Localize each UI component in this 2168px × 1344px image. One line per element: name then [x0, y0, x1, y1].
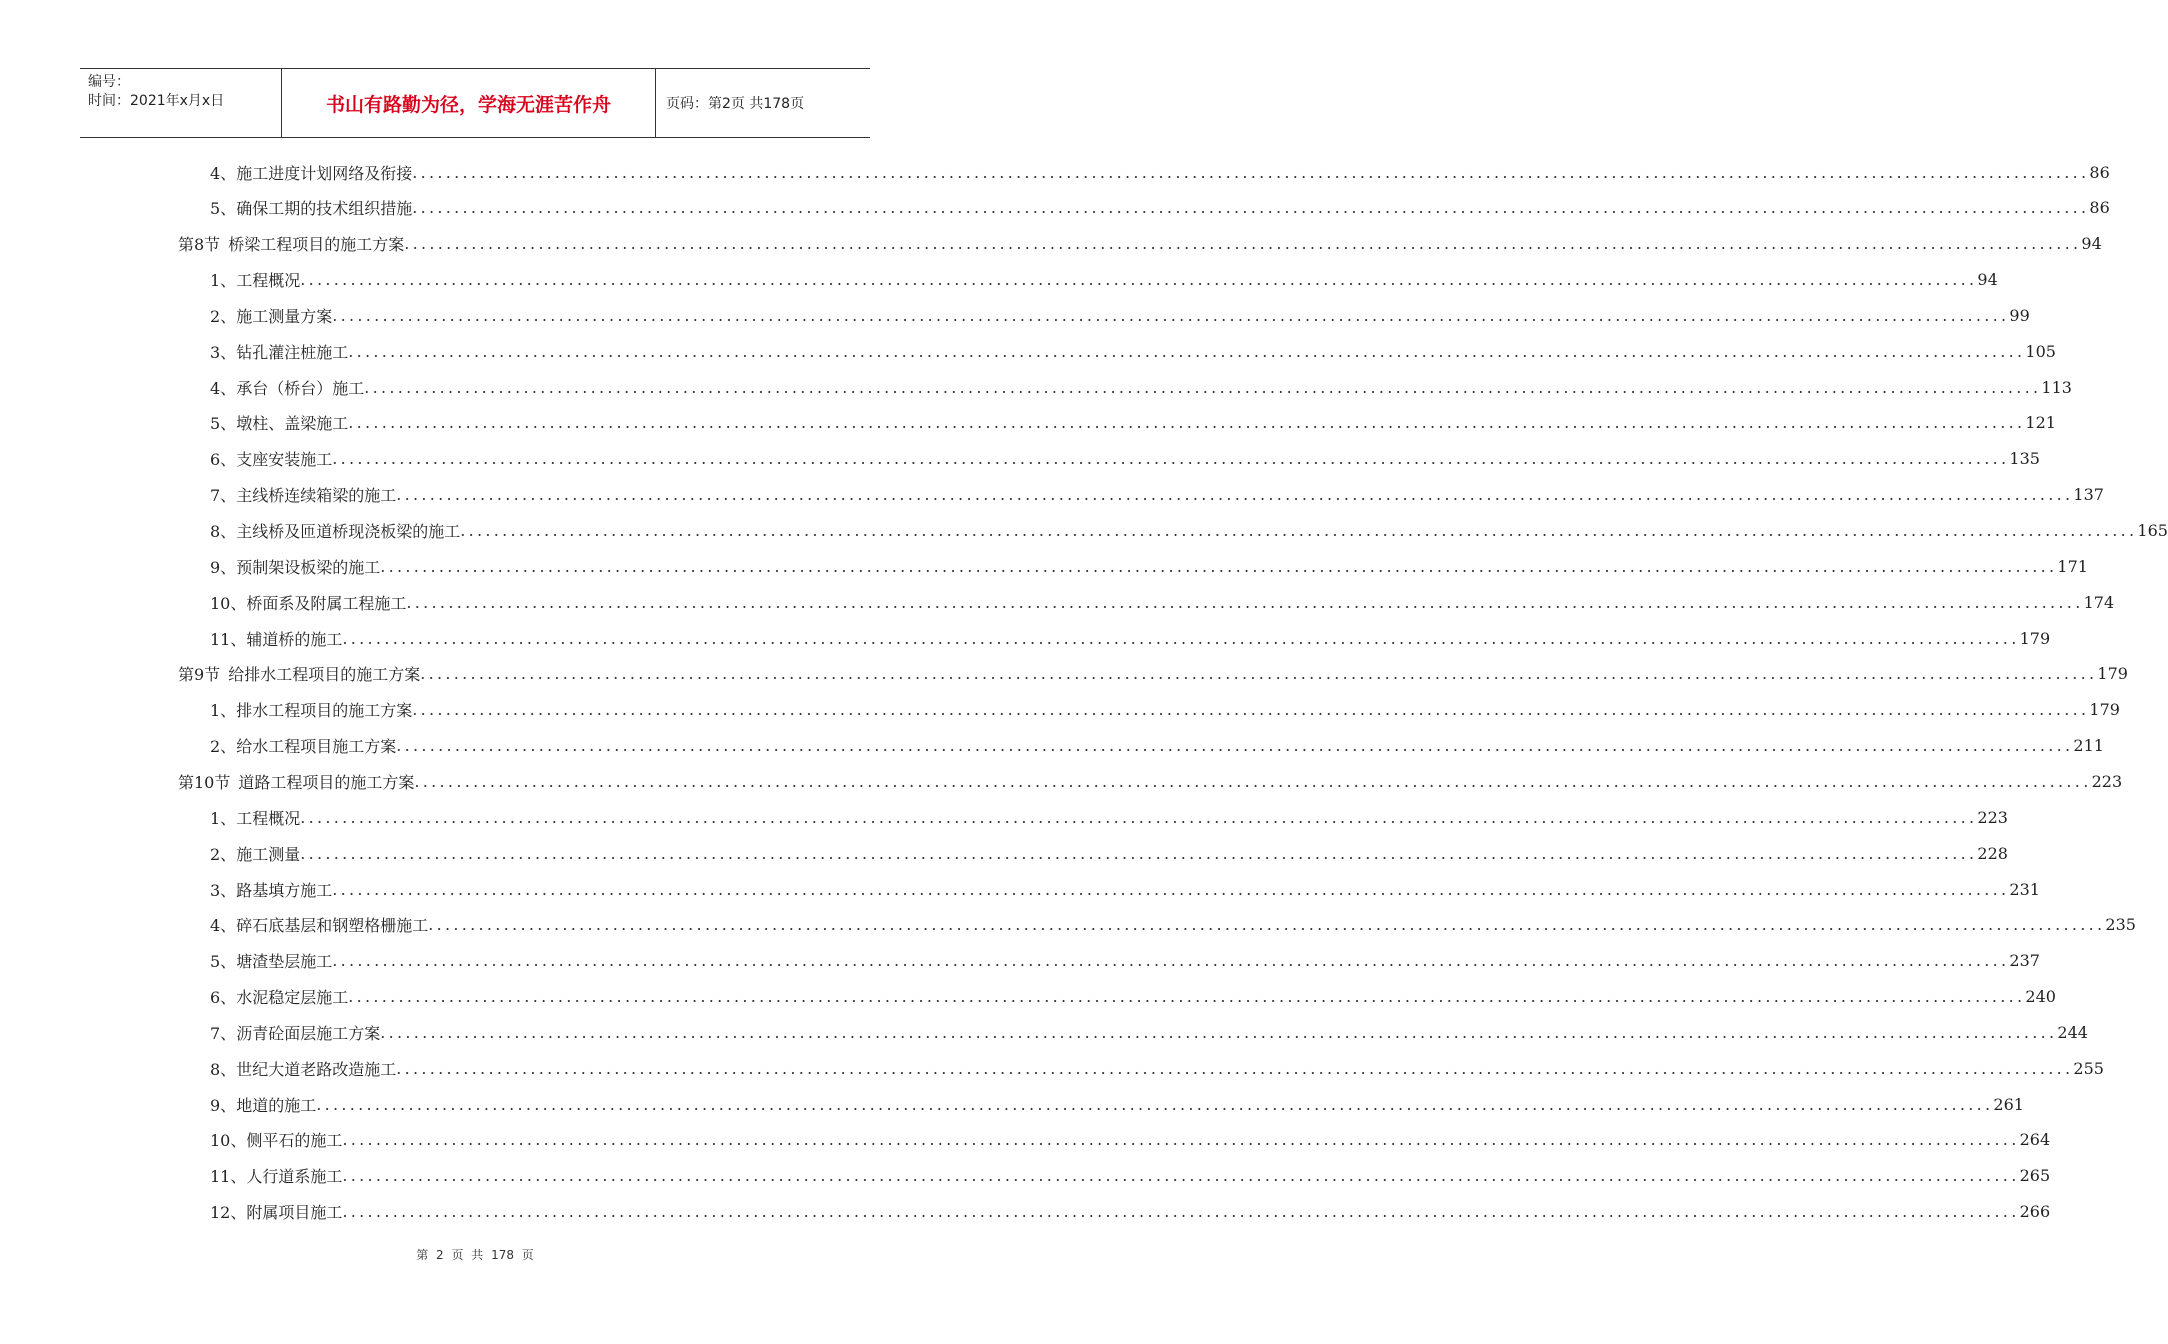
toc-entry-number: 11、 [210, 1167, 247, 1187]
header-page-info: 页码：第2页 共178页 [666, 96, 805, 112]
toc-dot-leader: ........................................................................................................................................................................................................ [380, 1022, 2058, 1042]
toc-dot-leader: ........................................................................................................................................................................................................ [412, 198, 2090, 218]
toc-dot-leader: ........................................................................................................................................................................................................ [404, 234, 2082, 254]
toc-entry[interactable] [210, 1164, 2051, 1188]
toc-page-number: 179 [2089, 700, 2120, 720]
toc-entry[interactable] [210, 447, 2040, 471]
toc-entry[interactable] [210, 1128, 2051, 1152]
toc-page-number: 174 [2083, 592, 2115, 612]
toc-entry[interactable] [210, 1200, 2051, 1224]
toc-dot-leader: ........................................................................................................................................................................................................ [406, 592, 2084, 612]
toc-entry[interactable] [210, 949, 2040, 973]
toc-entry[interactable] [210, 698, 2120, 722]
toc-dot-leader: ........................................................................................................................................................................................................ [332, 305, 2010, 325]
toc-dot-leader: ........................................................................................................................................................................................................ [396, 1058, 2074, 1078]
toc-entry-number: 6、 [210, 450, 237, 470]
toc-dot-leader: ........................................................................................................................................................................................................ [332, 879, 2010, 899]
toc-dot-leader: ........................................................................................................................................................................................................ [396, 736, 2074, 756]
toc-entry[interactable] [210, 554, 2088, 578]
toc-entry-title: 工程概况 [236, 808, 301, 828]
toc-page-number: 223 [2091, 771, 2123, 791]
toc-entry-number: 2、 [210, 306, 237, 326]
toc-page-number: 237 [2009, 951, 2040, 971]
toc-entry-number: 11、 [210, 629, 247, 649]
toc-page-number: 121 [2025, 413, 2056, 433]
toc-entry-number: 9、 [210, 557, 237, 577]
toc-entry-number: 3、 [210, 880, 237, 900]
toc-dot-leader: ........................................................................................................................................................................................................ [348, 341, 2026, 361]
toc-entry-number: 12、 [210, 1203, 247, 1223]
toc-entry-title: 侧平石的施工 [246, 1131, 343, 1151]
toc-entry[interactable] [210, 734, 2104, 758]
toc-page-number: 94 [1977, 270, 1998, 290]
toc-page-number: 261 [1993, 1094, 2024, 1114]
toc-entry-number: 10、 [210, 593, 247, 613]
toc-entry-number: 5、 [210, 414, 237, 434]
toc-entry[interactable] [210, 626, 2051, 650]
toc-dot-leader: ........................................................................................................................................................................................................ [428, 915, 2106, 935]
toc-page-number: 135 [2009, 449, 2040, 469]
toc-page-number: 223 [1977, 807, 2008, 827]
toc-entry-number: 4、 [210, 916, 237, 936]
header-meta [80, 69, 282, 137]
toc-page-number: 244 [2057, 1022, 2088, 1042]
toc-dot-leader: ........................................................................................................................................................................................................ [300, 843, 1978, 863]
toc-entry-title: 辅道桥的施工 [246, 629, 343, 649]
toc-page-number: 94 [2081, 234, 2102, 254]
toc-page-number: 105 [2025, 341, 2056, 361]
toc-dot-leader: ........................................................................................................................................................................................................ [300, 807, 1978, 827]
toc-entry-number: 6、 [210, 988, 237, 1008]
toc-page-number: 86 [2089, 198, 2110, 218]
toc-entry-title: 施工测量 [236, 844, 301, 864]
toc-dot-leader: ........................................................................................................................................................................................................ [412, 162, 2090, 182]
toc-entry-number: 5、 [210, 199, 237, 219]
toc-entry-number: 第9节 [178, 665, 221, 685]
toc-entry[interactable] [210, 877, 2040, 901]
toc-entry-number: 8、 [210, 1059, 237, 1079]
toc-page-number: 99 [2009, 305, 2030, 325]
toc-entry[interactable] [210, 913, 2136, 937]
toc-entry-title: 预制架设板梁的施工 [236, 557, 381, 577]
toc-page-number: 179 [2097, 664, 2128, 684]
toc-page-number: 231 [2009, 879, 2040, 899]
toc-page-number: 266 [2019, 1202, 2051, 1222]
toc-dot-leader: ........................................................................................................................................................................................................ [332, 449, 2010, 469]
toc-entry[interactable] [210, 160, 2110, 184]
toc-entry[interactable] [210, 805, 2008, 829]
toc-page-number: 211 [2073, 736, 2104, 756]
toc-entry[interactable] [210, 196, 2110, 220]
toc-entry-number: 7、 [210, 486, 237, 506]
toc-entry-title: 世纪大道老路改造施工 [236, 1059, 397, 1079]
toc-entry[interactable] [210, 841, 2008, 865]
toc-entry-title: 工程概况 [236, 271, 301, 291]
toc-entry-title: 给排水工程项目的施工方案 [228, 665, 421, 685]
toc-entry[interactable] [210, 1056, 2104, 1080]
toc-entry-title: 塘渣垫层施工 [236, 952, 333, 972]
toc-page-number: 113 [2041, 377, 2072, 397]
toc-entry[interactable] [210, 375, 2072, 399]
toc-section-entry[interactable] [178, 769, 2123, 793]
toc-section-entry[interactable] [178, 662, 2128, 686]
toc-dot-leader: ........................................................................................................................................................................................................ [414, 771, 2092, 791]
toc-dot-leader: ........................................................................................................................................................................................................ [332, 951, 2010, 971]
toc-entry-number: 5、 [210, 952, 237, 972]
toc-dot-leader: ........................................................................................................................................................................................................ [348, 987, 2026, 1007]
toc-entry-title: 人行道系施工 [246, 1167, 343, 1187]
toc-dot-leader: ........................................................................................................................................................................................................ [316, 1094, 1994, 1114]
toc-page-number: 255 [2073, 1058, 2104, 1078]
page-header [80, 68, 870, 138]
toc-entry-number: 1、 [210, 271, 237, 291]
toc-entry[interactable] [210, 985, 2056, 1009]
toc-entry-number: 第10节 [178, 772, 231, 792]
code-label: 编号： [88, 74, 130, 90]
toc-dot-leader: ........................................................................................................................................................................................................ [364, 377, 2042, 397]
header-slogan: 书山有路勤为径，学海无涯苦作舟 [282, 69, 656, 137]
toc-dot-leader: ........................................................................................................................................................................................................ [460, 521, 2138, 540]
toc-page-number: 228 [1977, 843, 2008, 863]
toc-page-number: 179 [2019, 628, 2051, 648]
toc-entry-number: 7、 [210, 1023, 237, 1043]
toc-entry-title: 桥面系及附属工程施工 [246, 593, 407, 613]
toc-page-number: 264 [2019, 1130, 2051, 1150]
toc-entry-title: 路基填方施工 [236, 880, 333, 900]
toc-entry[interactable] [210, 303, 2030, 327]
toc-dot-leader: ........................................................................................................................................................................................................ [380, 556, 2058, 576]
toc-entry-number: 4、 [210, 378, 237, 398]
date-label: 时间：2021年x月x日 [88, 93, 225, 109]
toc-entry[interactable] [210, 1092, 2024, 1116]
toc-entry-title: 水泥稳定层施工 [236, 988, 349, 1008]
toc-entry[interactable] [210, 268, 1998, 292]
toc-entry-number: 10、 [210, 1131, 247, 1151]
toc-dot-leader: ........................................................................................................................................................................................................ [396, 485, 2074, 505]
toc-entry-number: 3、 [210, 342, 237, 362]
toc-entry-title: 墩柱、盖梁施工 [236, 414, 349, 434]
toc-entry-title: 支座安装施工 [236, 450, 333, 470]
toc-entry-number: 2、 [210, 737, 237, 757]
toc-entry[interactable] [210, 411, 2056, 435]
toc-section-entry[interactable] [178, 232, 2102, 256]
toc-dot-leader: ........................................................................................................................................................................................................ [342, 1202, 2020, 1222]
toc-entry-title: 主线桥连续箱梁的施工 [236, 486, 397, 506]
toc-page-number: 235 [2105, 915, 2136, 935]
toc-page-number: 171 [2057, 556, 2088, 576]
page-footer: 第 2 页 共 178 页 [416, 1248, 534, 1262]
toc-entry-number: 1、 [210, 701, 237, 721]
toc-entry-title: 排水工程项目的施工方案 [236, 701, 413, 721]
toc-dot-leader: ........................................................................................................................................................................................................ [342, 1130, 2020, 1150]
toc-dot-leader: ........................................................................................................................................................................................................ [348, 413, 2026, 433]
toc-entry-title: 施工测量方案 [236, 306, 333, 326]
toc-page-number: 265 [2019, 1166, 2051, 1186]
toc-entry[interactable] [210, 1020, 2088, 1044]
toc-entry-title: 钻孔灌注桩施工 [236, 342, 349, 362]
toc-dot-leader: ........................................................................................................................................................................................................ [342, 1166, 2020, 1186]
toc-entry[interactable] [210, 483, 2104, 507]
toc-entry[interactable] [210, 339, 2056, 363]
toc-entry-title: 施工进度计划网络及衔接 [236, 163, 413, 183]
toc-dot-leader: ........................................................................................................................................................................................................ [420, 664, 2098, 684]
toc-entry-number: 8、 [210, 522, 237, 541]
toc-entry-title: 给水工程项目施工方案 [236, 737, 397, 757]
toc-dot-leader: ........................................................................................................................................................................................................ [342, 628, 2020, 648]
toc-page-number: 86 [2089, 162, 2110, 182]
toc-entry-title: 沥青砼面层施工方案 [236, 1023, 381, 1043]
toc-entry-number: 4、 [210, 163, 237, 183]
toc-entry-number: 1、 [210, 808, 237, 828]
toc-page-number: 240 [2025, 987, 2056, 1007]
toc-entry-title: 地道的施工 [236, 1095, 317, 1115]
toc-entry-title: 承台（桥台）施工 [236, 378, 365, 398]
toc-entry-title: 道路工程项目的施工方案 [238, 772, 415, 792]
toc-entry-number: 第8节 [178, 235, 221, 255]
toc-page-number: 165 [2137, 521, 2168, 540]
toc-entry-title: 主线桥及匝道桥现浇板梁的施工 [236, 522, 461, 541]
toc-entry-number: 2、 [210, 844, 237, 864]
toc-entry-title: 碎石底基层和钢塑格栅施工 [236, 916, 429, 936]
toc-dot-leader: ........................................................................................................................................................................................................ [300, 270, 1978, 290]
toc-page-number: 137 [2073, 485, 2104, 505]
toc-entry-number: 9、 [210, 1095, 237, 1115]
toc-dot-leader: ........................................................................................................................................................................................................ [412, 700, 2090, 720]
toc-entry-title: 确保工期的技术组织措施 [236, 199, 413, 219]
toc-entry-title: 桥梁工程项目的施工方案 [228, 235, 405, 255]
toc-entry-title: 附属项目施工 [246, 1203, 343, 1223]
toc-entry[interactable] [210, 590, 2115, 614]
toc-entry[interactable] [210, 519, 2168, 543]
